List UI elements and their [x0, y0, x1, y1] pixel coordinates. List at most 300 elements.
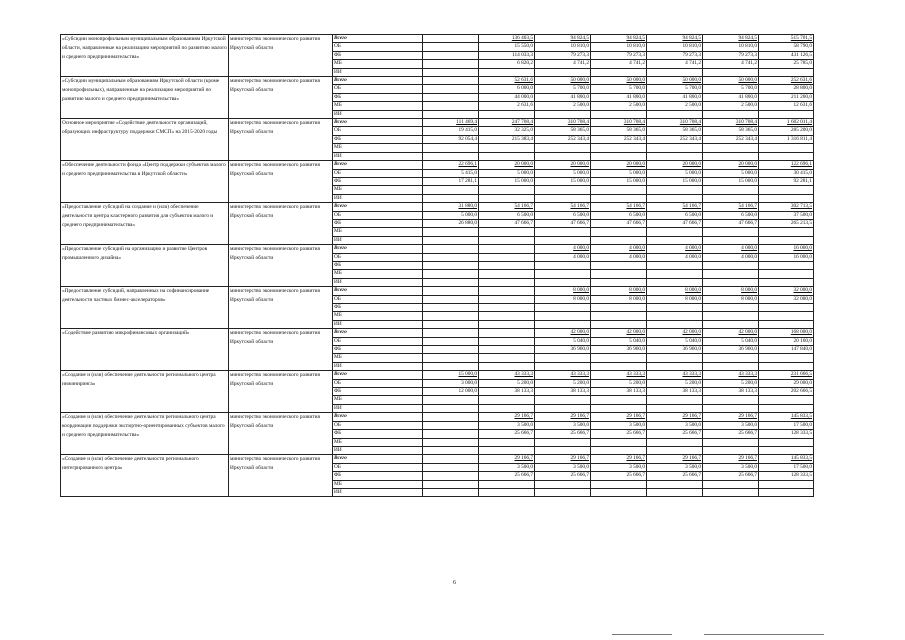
amount-cell: 26 880,0	[423, 219, 479, 227]
total-cell: 30 415,0	[759, 169, 814, 177]
amount-cell: 43 333,3	[535, 371, 591, 379]
amount-cell: 5 700,0	[535, 85, 591, 93]
amount-cell	[591, 152, 647, 160]
amount-cell	[591, 362, 647, 370]
total-cell: 12 631,6	[759, 102, 814, 110]
funding-source: ОБ	[333, 463, 423, 471]
amount-cell	[703, 194, 759, 202]
amount-cell: 25 666,7	[591, 472, 647, 480]
amount-cell: 36 960,0	[591, 346, 647, 354]
funding-source: МБ	[333, 270, 423, 278]
funding-source: ФБ	[333, 177, 423, 185]
amount-cell	[703, 68, 759, 76]
funding-source: Всего	[333, 245, 423, 253]
amount-cell: 25 666,7	[535, 430, 591, 438]
amount-cell	[479, 480, 535, 488]
amount-cell: 36 960,0	[703, 346, 759, 354]
measure-description: «Создание и (или) обеспечение деятельности регионального интегрированного центра»	[61, 455, 229, 497]
amount-cell	[423, 287, 479, 295]
amount-cell	[479, 312, 535, 320]
amount-cell	[535, 144, 591, 152]
amount-cell: 29 166,7	[703, 413, 759, 421]
amount-cell	[479, 110, 535, 118]
table-row	[61, 161, 814, 169]
responsible-executor: министерство экономического развития Иркутской области	[229, 245, 333, 287]
amount-cell	[535, 488, 591, 496]
amount-cell: 15 000,0	[703, 177, 759, 185]
amount-cell: 114 033,3	[479, 51, 535, 59]
amount-cell: 3 500,0	[591, 463, 647, 471]
amount-cell	[535, 320, 591, 328]
funding-source: МБ	[333, 480, 423, 488]
amount-cell	[703, 278, 759, 286]
amount-cell	[535, 362, 591, 370]
amount-cell	[423, 270, 479, 278]
amount-cell: 3 500,0	[703, 463, 759, 471]
amount-cell: 29 166,7	[535, 413, 591, 421]
funding-source: Всего	[333, 35, 423, 43]
amount-cell: 111 469,4	[423, 119, 479, 127]
amount-cell: 6 500,0	[591, 211, 647, 219]
amount-cell	[423, 236, 479, 244]
amount-cell: 2 500,0	[535, 102, 591, 110]
total-cell: 211 200,0	[759, 93, 814, 101]
funding-source: ОБ	[333, 253, 423, 261]
total-cell: 147 840,0	[759, 346, 814, 354]
amount-cell	[647, 362, 703, 370]
funding-source: ОБ	[333, 211, 423, 219]
amount-cell: 5 200,0	[479, 379, 535, 387]
responsible-executor: министерство экономического развития Иркутской области	[229, 77, 333, 119]
amount-cell	[479, 404, 535, 412]
amount-cell: 52 631,6	[479, 77, 535, 85]
total-cell: 1 316 811,4	[759, 135, 814, 143]
funding-source: ИИ	[333, 236, 423, 244]
amount-cell: 4 000,0	[647, 253, 703, 261]
amount-cell	[535, 194, 591, 202]
measure-description: «Субсидии монопрофильным муниципальным образованиям Иркутской области, направленные на реализацию мероприятий по развитию малого и среднего предпринимательства»	[61, 35, 229, 77]
amount-cell	[423, 253, 479, 261]
amount-cell	[535, 236, 591, 244]
funding-source: ФБ	[333, 346, 423, 354]
amount-cell: 41 800,0	[591, 93, 647, 101]
amount-cell	[591, 304, 647, 312]
measure-description: «Предоставление субсидий на организацию и развитие Центров промышленного дизайна»	[61, 245, 229, 287]
amount-cell: 25 666,7	[535, 472, 591, 480]
amount-cell	[423, 51, 479, 59]
amount-cell	[647, 488, 703, 496]
table-row	[61, 455, 814, 463]
amount-cell	[423, 480, 479, 488]
amount-cell: 10 810,0	[591, 43, 647, 51]
amount-cell: 15 550,0	[479, 43, 535, 51]
amount-cell: 32 325,0	[479, 127, 535, 135]
amount-cell	[423, 295, 479, 303]
total-cell: 25 785,0	[759, 60, 814, 68]
amount-cell: 47 666,7	[535, 219, 591, 227]
amount-cell: 42 000,0	[591, 329, 647, 337]
amount-cell	[423, 60, 479, 68]
amount-cell	[535, 270, 591, 278]
total-cell: 302 713,5	[759, 203, 814, 211]
total-cell	[759, 278, 814, 286]
amount-cell: 25 666,7	[591, 430, 647, 438]
funding-source: МБ	[333, 102, 423, 110]
amount-cell	[703, 186, 759, 194]
amount-cell: 15 000,0	[423, 371, 479, 379]
amount-cell	[479, 194, 535, 202]
amount-cell: 17 281,1	[423, 177, 479, 185]
amount-cell	[535, 446, 591, 454]
amount-cell: 2 631,6	[479, 102, 535, 110]
funding-source: ИИ	[333, 446, 423, 454]
amount-cell	[423, 278, 479, 286]
amount-cell	[423, 346, 479, 354]
amount-cell: 42 000,0	[647, 329, 703, 337]
measure-description: «Создание и (или) обеспечение деятельности регионального центра инжиниринга»	[61, 371, 229, 413]
amount-cell	[535, 404, 591, 412]
amount-cell	[591, 446, 647, 454]
amount-cell: 54 166,7	[535, 203, 591, 211]
funding-source: ОБ	[333, 337, 423, 345]
amount-cell	[703, 362, 759, 370]
amount-cell	[647, 228, 703, 236]
total-cell	[759, 261, 814, 269]
responsible-executor: министерство экономического развития Иркутской области	[229, 329, 333, 371]
amount-cell: 41 800,0	[647, 93, 703, 101]
amount-cell	[591, 354, 647, 362]
amount-cell	[647, 320, 703, 328]
total-cell: 515 701,5	[759, 35, 814, 43]
table-row	[61, 35, 814, 43]
amount-cell	[479, 488, 535, 496]
amount-cell: 19 415,0	[423, 127, 479, 135]
amount-cell: 43 333,3	[479, 371, 535, 379]
amount-cell: 10 810,0	[535, 43, 591, 51]
measure-description: «Субсидии муниципальным образованиям Иркутской области (кроме монопрофильных), направленные на реализацию мероприятий по развитию малого и среднего предпринимательства»	[61, 77, 229, 119]
total-cell: 37 500,0	[759, 211, 814, 219]
amount-cell: 15 000,0	[479, 177, 535, 185]
amount-cell	[479, 446, 535, 454]
amount-cell	[703, 270, 759, 278]
total-cell: 168 000,0	[759, 329, 814, 337]
funding-source: ИИ	[333, 362, 423, 370]
amount-cell	[647, 152, 703, 160]
amount-cell	[423, 320, 479, 328]
amount-cell	[479, 438, 535, 446]
amount-cell: 5 040,0	[647, 337, 703, 345]
amount-cell: 4 000,0	[703, 253, 759, 261]
amount-cell: 4 000,0	[591, 245, 647, 253]
amount-cell: 5 700,0	[703, 85, 759, 93]
measure-description: «Содействие развитию микрофинансовых организаций»	[61, 329, 229, 371]
amount-cell	[703, 152, 759, 160]
funding-source: ИИ	[333, 194, 423, 202]
amount-cell	[423, 228, 479, 236]
total-cell: 16 000,0	[759, 253, 814, 261]
amount-cell: 2 500,0	[591, 102, 647, 110]
amount-cell	[479, 236, 535, 244]
amount-cell: 50 000,0	[703, 77, 759, 85]
amount-cell: 58 365,0	[703, 127, 759, 135]
amount-cell	[647, 144, 703, 152]
amount-cell	[591, 236, 647, 244]
amount-cell	[535, 480, 591, 488]
funding-source: ФБ	[333, 430, 423, 438]
table-row	[61, 203, 814, 211]
amount-cell: 4 741,2	[647, 60, 703, 68]
amount-cell: 4 000,0	[591, 253, 647, 261]
amount-cell	[703, 110, 759, 118]
measure-description: «Предоставление субсидий, направленных на софинансирование деятельности частных бизнес-акселераторов»	[61, 287, 229, 329]
responsible-executor: министерство экономического развития Иркутской области	[229, 455, 333, 497]
amount-cell: 29 166,7	[703, 455, 759, 463]
total-cell	[759, 438, 814, 446]
funding-source: ИИ	[333, 278, 423, 286]
amount-cell	[703, 480, 759, 488]
amount-cell	[423, 85, 479, 93]
amount-cell: 38 133,3	[479, 388, 535, 396]
amount-cell	[591, 320, 647, 328]
total-cell: 285 200,0	[759, 127, 814, 135]
total-cell	[759, 144, 814, 152]
total-cell: 16 000,0	[759, 245, 814, 253]
amount-cell	[647, 396, 703, 404]
amount-cell: 10 810,0	[703, 43, 759, 51]
total-cell: 202 666,5	[759, 388, 814, 396]
amount-cell	[647, 312, 703, 320]
amount-cell	[479, 287, 535, 295]
amount-cell	[423, 413, 479, 421]
amount-cell	[591, 404, 647, 412]
amount-cell	[479, 253, 535, 261]
amount-cell	[423, 455, 479, 463]
amount-cell: 36 960,0	[535, 346, 591, 354]
amount-cell: 4 741,2	[703, 60, 759, 68]
responsible-executor: министерство экономического развития Иркутской области	[229, 371, 333, 413]
amount-cell: 94 824,5	[591, 35, 647, 43]
funding-source: ФБ	[333, 472, 423, 480]
amount-cell: 5 000,0	[647, 169, 703, 177]
total-cell	[759, 362, 814, 370]
amount-cell: 92 054,4	[423, 135, 479, 143]
amount-cell: 3 500,0	[591, 421, 647, 429]
amount-cell	[423, 430, 479, 438]
amount-cell	[703, 304, 759, 312]
amount-cell: 79 273,3	[535, 51, 591, 59]
amount-cell	[647, 480, 703, 488]
amount-cell: 4 000,0	[647, 245, 703, 253]
amount-cell	[647, 304, 703, 312]
amount-cell: 29 166,7	[535, 455, 591, 463]
amount-cell: 3 500,0	[703, 421, 759, 429]
total-cell: 145 833,5	[759, 413, 814, 421]
amount-cell	[535, 228, 591, 236]
amount-cell	[591, 488, 647, 496]
amount-cell: 43 333,3	[703, 371, 759, 379]
amount-cell: 41 800,0	[535, 93, 591, 101]
funding-source: ИИ	[333, 404, 423, 412]
amount-cell	[535, 278, 591, 286]
amount-cell: 215 383,4	[479, 135, 535, 143]
amount-cell: 5 415,0	[423, 169, 479, 177]
amount-cell	[703, 236, 759, 244]
total-cell	[759, 236, 814, 244]
funding-source: ОБ	[333, 127, 423, 135]
amount-cell: 47 666,7	[647, 219, 703, 227]
amount-cell: 4 000,0	[535, 253, 591, 261]
amount-cell	[479, 228, 535, 236]
funding-source: ОБ	[333, 295, 423, 303]
page-number: 6	[453, 580, 456, 586]
total-cell: 17 500,0	[759, 463, 814, 471]
amount-cell	[591, 278, 647, 286]
total-cell	[759, 320, 814, 328]
total-cell: 28 800,0	[759, 85, 814, 93]
amount-cell	[591, 68, 647, 76]
amount-cell: 5 200,0	[703, 379, 759, 387]
amount-cell	[647, 270, 703, 278]
amount-cell	[423, 337, 479, 345]
funding-source: Всего	[333, 77, 423, 85]
amount-cell: 20 000,0	[535, 161, 591, 169]
measure-description: «Предоставление субсидий на создание и (или) обеспечение деятельности центра кластерного развития для субъектов малого и среднего предпринимательства»	[61, 203, 229, 245]
amount-cell: 6 820,2	[479, 60, 535, 68]
amount-cell	[647, 446, 703, 454]
amount-cell: 20 000,0	[591, 161, 647, 169]
funding-source: МБ	[333, 144, 423, 152]
funding-source: ФБ	[333, 135, 423, 143]
amount-cell	[479, 68, 535, 76]
total-cell	[759, 354, 814, 362]
funding-source: ИИ	[333, 320, 423, 328]
total-cell	[759, 480, 814, 488]
amount-cell: 8 000,0	[591, 295, 647, 303]
amount-cell: 6 500,0	[535, 211, 591, 219]
total-cell: 1 602 011,4	[759, 119, 814, 127]
amount-cell	[591, 144, 647, 152]
amount-cell: 136 403,5	[479, 35, 535, 43]
funding-source: ИИ	[333, 488, 423, 496]
amount-cell: 247 708,4	[479, 119, 535, 127]
responsible-executor: министерство экономического развития Иркутской области	[229, 161, 333, 203]
amount-cell: 8 000,0	[591, 287, 647, 295]
amount-cell: 2 500,0	[647, 102, 703, 110]
amount-cell: 29 166,7	[647, 413, 703, 421]
amount-cell: 310 708,4	[591, 119, 647, 127]
amount-cell	[423, 245, 479, 253]
table-row	[61, 287, 814, 295]
amount-cell	[479, 337, 535, 345]
funding-source: МБ	[333, 354, 423, 362]
amount-cell	[535, 110, 591, 118]
amount-cell: 3 500,0	[479, 421, 535, 429]
funding-source: МБ	[333, 60, 423, 68]
amount-cell	[703, 438, 759, 446]
amount-cell	[591, 194, 647, 202]
funding-source: МБ	[333, 438, 423, 446]
amount-cell	[647, 236, 703, 244]
amount-cell	[423, 110, 479, 118]
amount-cell	[479, 295, 535, 303]
amount-cell: 54 166,7	[703, 203, 759, 211]
total-cell: 32 000,0	[759, 287, 814, 295]
amount-cell: 25 666,7	[647, 472, 703, 480]
total-cell	[759, 396, 814, 404]
amount-cell	[423, 304, 479, 312]
amount-cell	[423, 102, 479, 110]
amount-cell: 29 166,7	[591, 413, 647, 421]
budget-table	[60, 34, 814, 497]
funding-source: ФБ	[333, 51, 423, 59]
amount-cell: 6 500,0	[647, 211, 703, 219]
table-row	[61, 77, 814, 85]
amount-cell: 3 500,0	[479, 463, 535, 471]
funding-source: Всего	[333, 455, 423, 463]
amount-cell	[703, 446, 759, 454]
amount-cell	[479, 186, 535, 194]
amount-cell: 4 000,0	[703, 245, 759, 253]
funding-source: ОБ	[333, 379, 423, 387]
amount-cell	[423, 354, 479, 362]
funding-source: ИИ	[333, 68, 423, 76]
amount-cell: 38 133,3	[647, 388, 703, 396]
funding-source: ИИ	[333, 110, 423, 118]
amount-cell	[703, 320, 759, 328]
total-cell	[759, 304, 814, 312]
amount-cell: 38 133,3	[591, 388, 647, 396]
amount-cell	[479, 362, 535, 370]
amount-cell	[647, 186, 703, 194]
amount-cell: 252 343,4	[703, 135, 759, 143]
amount-cell: 50 000,0	[535, 77, 591, 85]
amount-cell	[535, 304, 591, 312]
amount-cell: 38 133,3	[703, 388, 759, 396]
amount-cell	[423, 144, 479, 152]
edge-mark	[612, 634, 672, 635]
total-cell: 29 000,0	[759, 379, 814, 387]
funding-source: ОБ	[333, 43, 423, 51]
amount-cell	[479, 329, 535, 337]
amount-cell	[647, 110, 703, 118]
funding-source: Всего	[333, 371, 423, 379]
amount-cell: 8 000,0	[647, 295, 703, 303]
funding-source: ОБ	[333, 85, 423, 93]
table-row	[61, 119, 814, 127]
amount-cell	[703, 396, 759, 404]
total-cell	[759, 194, 814, 202]
amount-cell	[479, 354, 535, 362]
amount-cell: 3 500,0	[535, 463, 591, 471]
funding-source: ФБ	[333, 219, 423, 227]
total-cell	[759, 312, 814, 320]
amount-cell: 20 000,0	[647, 161, 703, 169]
amount-cell	[591, 261, 647, 269]
amount-cell: 8 000,0	[703, 287, 759, 295]
edge-mark	[704, 634, 824, 635]
total-cell	[759, 68, 814, 76]
amount-cell: 29 166,7	[479, 455, 535, 463]
amount-cell: 20 000,0	[479, 161, 535, 169]
amount-cell: 54 166,7	[647, 203, 703, 211]
amount-cell: 25 666,7	[479, 472, 535, 480]
amount-cell	[591, 480, 647, 488]
amount-cell: 15 000,0	[535, 177, 591, 185]
amount-cell	[423, 329, 479, 337]
amount-cell: 5 000,0	[703, 169, 759, 177]
table-row	[61, 413, 814, 421]
total-cell	[759, 186, 814, 194]
